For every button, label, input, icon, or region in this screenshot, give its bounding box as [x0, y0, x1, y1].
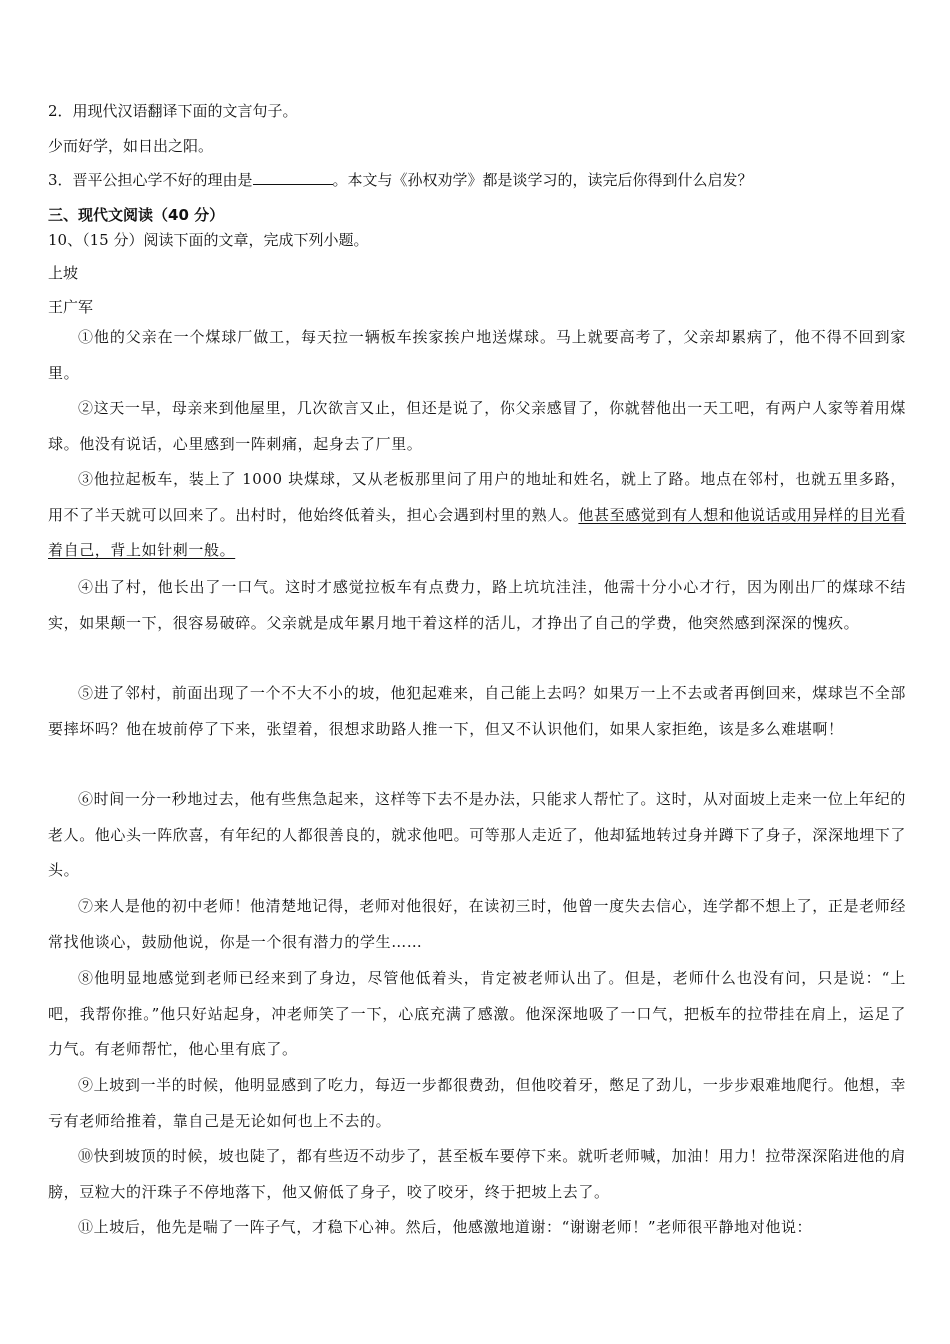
paragraph-3-underlined-sentence: 他甚至感觉到有人想和他说话或用异样的目光看着自己，背上如针刺一般。	[48, 505, 907, 559]
paragraph-9: ⑨上坡到一半的时候，他明显感到了吃力，每迈一步都很费劲，但他咬着牙，憋足了劲儿，一步步艰难地爬行。他想，幸亏有老师给推着，靠自己是无论如何也上不去的。	[48, 1076, 906, 1130]
question-2-sentence: 少而好学，如日出之阳。	[48, 137, 214, 155]
paragraph-1: ①他的父亲在一个煤球厂做工，每天拉一辆板车挨家挨户地送煤球。马上就要高考了，父亲却累病了，他不得不回到家里。	[48, 328, 906, 382]
paragraph-4: ④出了村，他长出了一口气。这时才感觉拉板车有点费力，路上坑坑洼洼，他需十分小心才行，因为刚出厂的煤球不结实，如果颠一下，很容易破碎。父亲就是成年累月地干着这样的活儿，才挣出了自己的学费，他突然感到深深的愧疚。	[48, 578, 906, 632]
answer-blank[interactable]	[253, 170, 333, 185]
article-author: 王广军	[48, 298, 94, 316]
paragraph-10: ⑩快到坡顶的时候，坡也陡了，都有些迈不动步了，甚至板车要停下来。就听老师喊，加油！用力！拉带深深陷进他的肩膀，豆粒大的汗珠子不停地落下，他又俯低了身子，咬了咬牙，终于把坡上去了。	[48, 1147, 906, 1201]
section-instruction: 10、（15 分）阅读下面的文章，完成下列小题。	[48, 231, 369, 249]
paragraph-7: ⑦来人是他的初中老师！他清楚地记得，老师对他很好，在读初三时，他曾一度失去信心，连学都不想上了，正是老师经常找他谈心，鼓励他说，你是一个很有潜力的学生……	[48, 897, 906, 951]
question-3	[48, 170, 908, 190]
paragraph-2: ②这天一早，母亲来到他屋里，几次欲言又止，但还是说了，你父亲感冒了，你就替他出一天工吧，有两户人家等着用煤球。他没有说话，心里感到一阵刺痛，起身去了厂里。	[48, 399, 906, 453]
paragraph-11: ⑪上坡后，他先是喘了一阵子气，才稳下心神。然后，他感激地道谢：“谢谢老师！”老师很平静地对他说：	[78, 1218, 813, 1236]
paragraph-6: ⑥时间一分一秒地过去，他有些焦急起来，这样等下去不是办法，只能求人帮忙了。这时，从对面坡上走来一位上年纪的老人。他心头一阵欣喜，有年纪的人都很善良的，就求他吧。可等那人走近了，他却猛地转过身并蹲下了身子，深深地埋下了头。	[48, 790, 907, 879]
question-3-text-after: 。本文与《孙权劝学》都是谈学习的，读完后你得到什么启发？	[332, 171, 753, 189]
paragraph-8: ⑧他明显地感觉到老师已经来到了身边，尽管他低着头，肯定被老师认出了。但是，老师什么也没有问，只是说：“上吧，我帮你推。”他只好站起身，冲老师笑了一下，心底充满了感激。他深深地吸了一口气，把板车的拉带挂在肩上，运足了力气。有老师帮忙，他心里有底了。	[48, 969, 906, 1058]
paragraph-3	[48, 462, 906, 569]
question-3-text-before: 3．晋平公担心学不好的理由是	[48, 171, 253, 189]
question-2-prompt: 2．用现代汉语翻译下面的文言句子。	[48, 102, 298, 120]
section-heading: 三、现代文阅读（40 分）	[48, 206, 225, 224]
article-title: 上坡	[48, 264, 79, 282]
paragraph-5: ⑤进了邻村，前面出现了一个不大不小的坡，他犯起难来，自己能上去吗？如果万一上不去或者再倒回来，煤球岂不全部要摔坏吗？他在坡前停了下来，张望着，很想求助路人推一下，但又不认识他们，如果人家拒绝，该是多么难堪啊！	[48, 684, 906, 738]
paragraph-3-text: ③他拉起板车，装上了 1000 块煤球，又从老板那里问了用户的地址和姓名，就上了路。地点在邻村，也就五里多路，用不了半天就可以回来了。出村时，他始终低着头，担心会遇到村里的熟人。	[48, 470, 906, 524]
